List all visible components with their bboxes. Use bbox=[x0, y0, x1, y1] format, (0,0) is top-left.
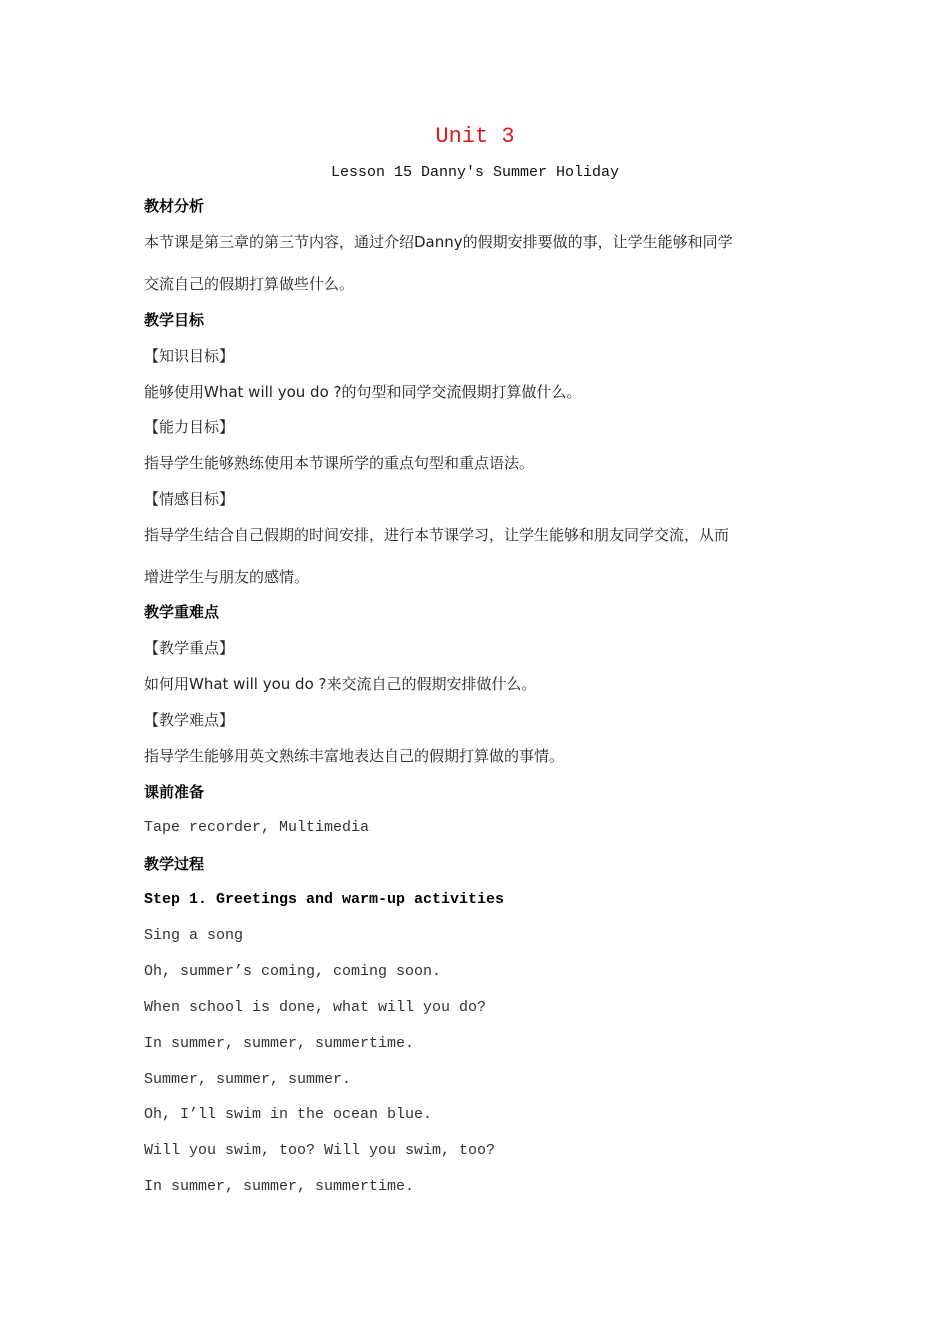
lesson-subtitle: Lesson 15 Danny's Summer Holiday bbox=[330, 164, 620, 181]
difficulty-label: 【教学难点】 bbox=[144, 711, 235, 729]
key-point-text: 如何用What will you do ?来交流自己的假期安排做什么。 bbox=[144, 675, 537, 693]
preparation-heading: 课前准备 bbox=[144, 783, 205, 801]
emotion-goal-text-line-1: 指导学生结合自己假期的时间安排，进行本节课学习，让学生能够和朋友同学交流，从而 bbox=[144, 526, 730, 544]
emotion-goal-text-line-2: 增进学生与朋友的感情。 bbox=[144, 568, 310, 586]
song-line: Oh, I’ll swim in the ocean blue. bbox=[144, 1106, 433, 1123]
song-line: When school is done, what will you do? bbox=[144, 999, 487, 1016]
goals-heading: 教学目标 bbox=[144, 311, 205, 329]
song-line: Will you swim, too? Will you swim, too? bbox=[144, 1142, 496, 1159]
song-line: Oh, summer’s coming, coming soon. bbox=[144, 963, 442, 980]
song-line: In summer, summer, summertime. bbox=[144, 1178, 415, 1195]
unit-title: Unit 3 bbox=[435, 124, 515, 149]
song-line: Sing a song bbox=[144, 927, 244, 944]
emotion-goal-label: 【情感目标】 bbox=[144, 490, 235, 508]
key-point-label: 【教学重点】 bbox=[144, 639, 235, 657]
preparation-text: Tape recorder, Multimedia bbox=[144, 819, 370, 836]
knowledge-goal-label: 【知识目标】 bbox=[144, 347, 235, 365]
song-line: Summer, summer, summer. bbox=[144, 1071, 352, 1088]
analysis-text-line-2: 交流自己的假期打算做些什么。 bbox=[144, 275, 355, 293]
analysis-text-line-1: 本节课是第三章的第三节内容，通过介绍Danny的假期安排要做的事，让学生能够和同学 bbox=[144, 233, 733, 251]
process-heading: 教学过程 bbox=[144, 855, 205, 873]
knowledge-goal-text: 能够使用What will you do ?的句型和同学交流假期打算做什么。 bbox=[144, 383, 582, 401]
analysis-heading: 教材分析 bbox=[144, 197, 205, 215]
ability-goal-text: 指导学生能够熟练使用本节课所学的重点句型和重点语法。 bbox=[144, 454, 535, 472]
song-line: In summer, summer, summertime. bbox=[144, 1035, 415, 1052]
key-points-heading: 教学重难点 bbox=[144, 603, 220, 621]
step1-heading: Step 1. Greetings and warm-up activities bbox=[144, 891, 505, 908]
difficulty-text: 指导学生能够用英文熟练丰富地表达自己的假期打算做的事情。 bbox=[144, 747, 565, 765]
ability-goal-label: 【能力目标】 bbox=[144, 418, 235, 436]
